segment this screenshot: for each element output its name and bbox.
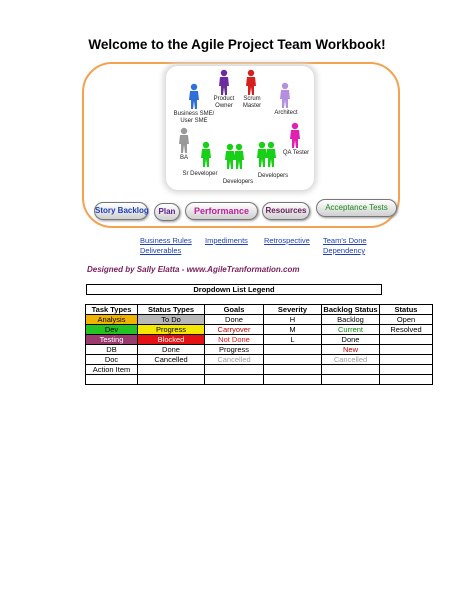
designed-by-credit: Designed by Sally Elatta - www.AgileTranformation.com (87, 265, 300, 274)
table-cell[interactable]: Open (380, 315, 433, 325)
table-row (86, 345, 433, 355)
table-cell[interactable]: L (264, 335, 322, 345)
table-cell[interactable]: DB (86, 345, 138, 355)
table-row (86, 325, 433, 335)
product-owner-label: Product Owner (213, 96, 235, 109)
table-header-row (86, 305, 433, 315)
table-cell[interactable]: Action Item (86, 365, 138, 375)
column-header: Goals (205, 305, 264, 315)
developers-label-1: Developers (222, 179, 254, 185)
column-header: Severity (264, 305, 322, 315)
table-row (86, 375, 433, 385)
scrum-master-icon[interactable] (246, 70, 256, 95)
architect-icon[interactable] (280, 83, 290, 108)
table-cell[interactable] (264, 355, 322, 365)
ba-label: BA (179, 155, 188, 161)
table-cell[interactable]: Analysis (86, 315, 138, 325)
table-cell[interactable] (380, 345, 433, 355)
table-cell[interactable]: Backlog (322, 315, 380, 325)
column-header: Backlog Status (323, 305, 378, 314)
developers-group-icon-2[interactable] (257, 142, 276, 167)
table-cell[interactable]: H (264, 315, 322, 325)
table-cell[interactable]: Done (138, 345, 205, 355)
sr-developer-label: Sr Developer (182, 171, 218, 177)
table-row (86, 365, 433, 375)
table-cell[interactable]: Blocked (138, 335, 205, 345)
table-cell[interactable]: To Do (138, 315, 205, 325)
table-cell[interactable]: Resolved (380, 325, 433, 335)
table-cell[interactable] (322, 365, 380, 375)
teams-done-link[interactable]: Team's Done (323, 236, 367, 245)
table-cell[interactable] (205, 365, 264, 375)
table-cell[interactable]: M (264, 325, 322, 335)
table-cell[interactable] (138, 375, 205, 385)
table-cell[interactable]: Current (322, 325, 380, 335)
table-cell[interactable] (264, 365, 322, 375)
table-cell[interactable]: Cancelled (322, 355, 380, 365)
business-rules-link[interactable]: Business Rules (140, 236, 192, 245)
resources-button[interactable]: Resources (262, 202, 310, 220)
table-cell[interactable]: Progress (138, 325, 205, 335)
table-cell[interactable] (380, 355, 433, 365)
table-cell[interactable] (380, 375, 433, 385)
table-cell[interactable] (264, 375, 322, 385)
acceptance-tests-button[interactable]: Acceptance Tests (316, 199, 397, 217)
table-cell[interactable]: Dev (86, 325, 138, 335)
table-cell[interactable] (138, 365, 205, 375)
column-header: Status (380, 305, 433, 315)
page-title: Welcome to the Agile Project Team Workbook! (88, 37, 386, 52)
table-row (86, 355, 433, 365)
story-backlog-button[interactable]: Story Backlog (94, 202, 148, 220)
plan-button[interactable]: Plan (154, 203, 180, 221)
column-header: Status Types (138, 305, 205, 315)
performance-button[interactable]: Performance (185, 202, 258, 220)
table-cell[interactable] (322, 375, 380, 385)
impediments-link[interactable]: Impediments (205, 236, 248, 245)
table-cell[interactable]: Testing (86, 335, 138, 345)
architect-label: Architect (274, 110, 298, 116)
table-cell[interactable]: Doc (86, 355, 138, 365)
table-cell[interactable] (86, 375, 138, 385)
table-cell[interactable] (264, 345, 322, 355)
developers-group-icon-1[interactable] (225, 144, 244, 169)
retrospective-link[interactable]: Retrospective (264, 236, 310, 245)
table-cell[interactable]: Progress (205, 345, 264, 355)
table-row (86, 335, 433, 345)
product-owner-icon[interactable] (219, 70, 229, 95)
business-sme-label: Business SME/ User SME (173, 111, 215, 124)
table-row (86, 315, 433, 325)
scrum-master-label: Scrum Master (242, 96, 262, 109)
legend-table (85, 304, 433, 385)
table-cell[interactable]: Not Done (205, 335, 264, 345)
legend-title: Dropdown List Legend (86, 284, 382, 295)
table-cell[interactable] (380, 335, 433, 345)
business-sme-icon[interactable] (189, 84, 199, 109)
table-cell[interactable]: Cancelled (205, 355, 264, 365)
table-cell[interactable]: Done (205, 315, 264, 325)
table-cell[interactable]: Carryover (205, 325, 264, 335)
deliverables-link[interactable]: Deliverables (140, 246, 182, 255)
table-cell[interactable]: New (322, 345, 380, 355)
qa-tester-icon[interactable] (290, 123, 300, 148)
ba-icon[interactable] (179, 128, 189, 153)
qa-tester-label: QA Tester (282, 150, 310, 156)
sr-developer-icon[interactable] (201, 142, 211, 167)
table-cell[interactable]: Cancelled (138, 355, 205, 365)
table-cell[interactable]: Done (322, 335, 380, 345)
table-cell[interactable] (380, 365, 433, 375)
column-header: Task Types (86, 305, 138, 315)
developers-label-2: Developers (257, 173, 289, 179)
dependency-link[interactable]: Dependency (323, 246, 366, 255)
table-cell[interactable] (205, 375, 264, 385)
